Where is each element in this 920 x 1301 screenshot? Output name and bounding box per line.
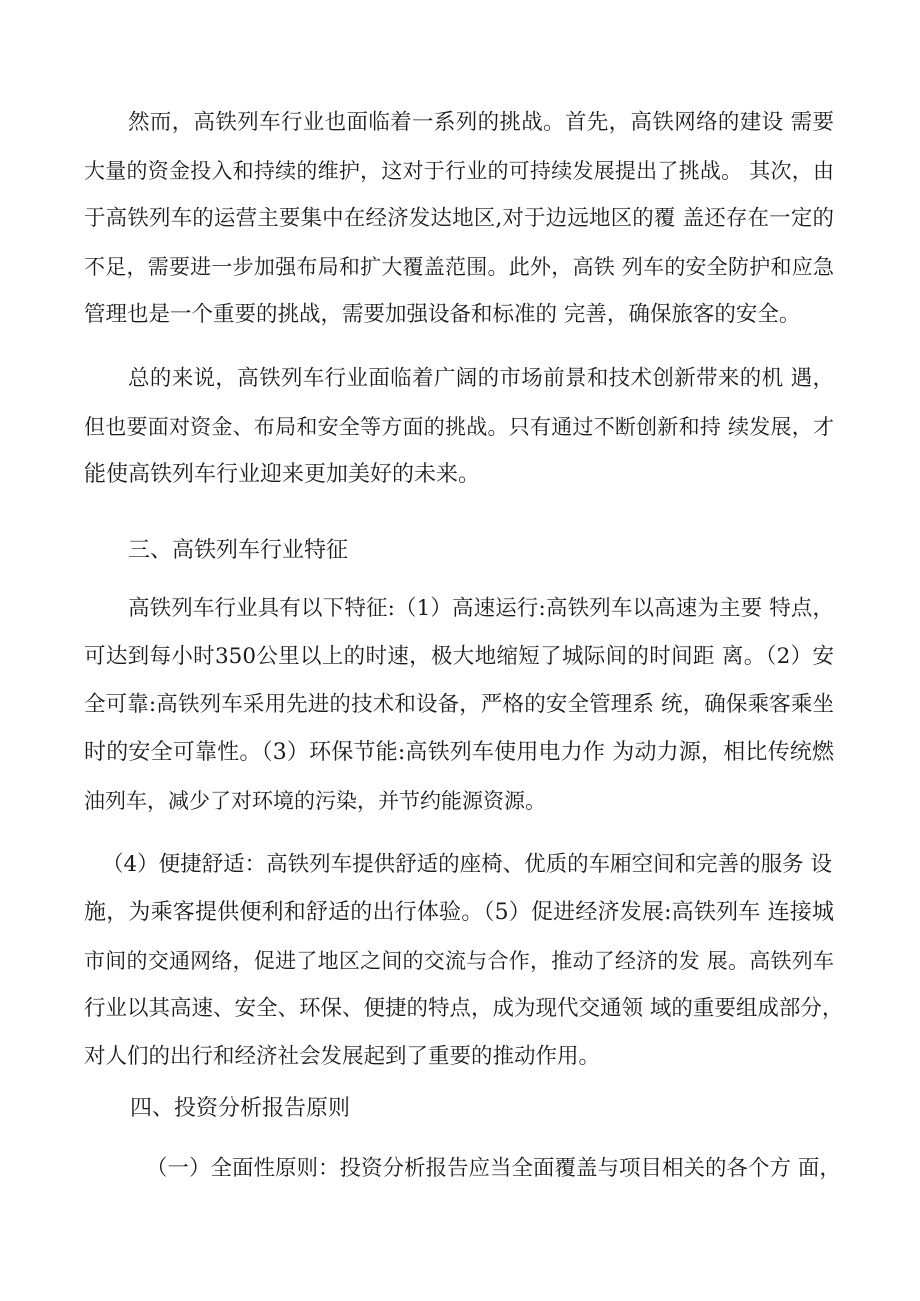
text-line: （4）便捷舒适：高铁列车提供舒适的座椅、优质的车厢空间和完善的服务 设 [102, 852, 833, 877]
text-line: 于高铁列车的运营主要集中在经济发达地区,对于边远地区的覆 盖还存在一定的 [84, 206, 834, 231]
text-line: 管理也是一个重要的挑战，需要加强设备和标准的 完善，确保旅客的安全。 [84, 302, 801, 327]
text-line: 全可靠:高铁列车采用先进的技术和设备，严格的安全管理系 统，确保乘客乘坐 [84, 692, 834, 717]
text-line: 对人们的出行和经济社会发展起到了重要的推动作用。 [84, 1044, 601, 1069]
text-line: 时的安全可靠性。（3）环保节能:高铁列车使用电力作 为动力源，相比传统燃 [84, 740, 834, 765]
section-heading: 四、投资分析报告原则 [130, 1096, 351, 1121]
text-line: （一）全面性原则：投资分析报告应当全面覆盖与项目相关的各个方 面， [146, 1156, 841, 1181]
text-line: 总的来说，高铁列车行业面临着广阔的市场前景和技术创新带来的机 遇， [128, 366, 834, 391]
text-line: 然而，高铁列车行业也面临着一系列的挑战。首先，高铁网络的建设 需要 [128, 110, 834, 135]
text-line: 但也要面对资金、布局和安全等方面的挑战。只有通过不断创新和持 续发展，才 [84, 415, 834, 439]
section-heading: 三、高铁列车行业特征 [128, 538, 349, 563]
text-line: 不足，需要进一步加强布局和扩大覆盖范围。此外，高铁 列车的安全防护和应急 [84, 255, 834, 279]
text-line: 市间的交通网络，促进了地区之间的交流与合作，推动了经济的发 展。高铁列车 [84, 949, 834, 973]
text-line: 高铁列车行业具有以下特征:（1）高速运行:高铁列车以高速为主要 特点， [128, 596, 834, 621]
text-line: 大量的资金投入和持续的维护，这对于行业的可持续发展提出了挑战。 其次，由 [84, 159, 834, 183]
text-line: 能使高铁列车行业迎来更加美好的未来。 [84, 462, 481, 487]
text-line: 行业以其高速、安全、环保、便捷的特点，成为现代交通领 域的重要组成部分， [84, 996, 844, 1021]
text-line: 可达到每小时350公里以上的时速，极大地缩短了城际间的时间距 离。（2）安 [84, 644, 834, 669]
text-line: 施，为乘客提供便利和舒适的出行体验。（5）促进经济发展:高铁列车 连接城 [84, 900, 834, 925]
text-line: 油列车，减少了对环境的污染，并节约能源资源。 [84, 789, 546, 813]
